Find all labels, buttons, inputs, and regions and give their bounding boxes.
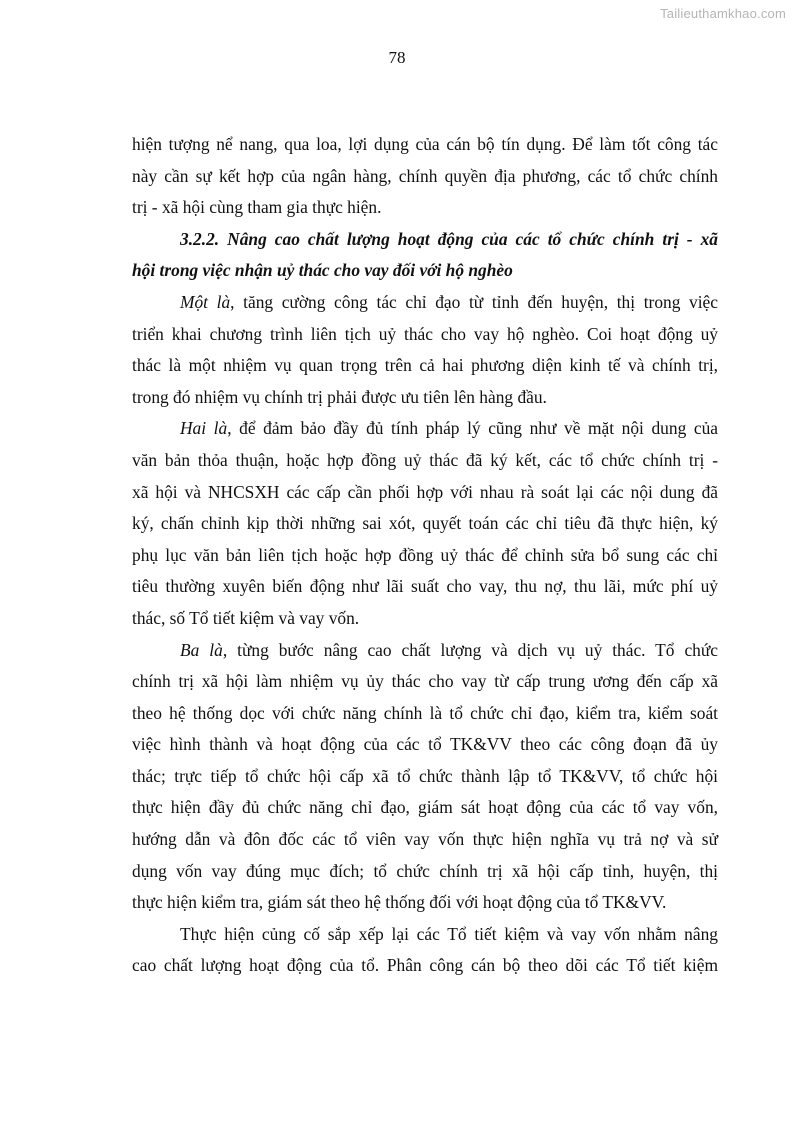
page-number: 78 bbox=[388, 48, 406, 67]
text-line: ký, chấn chỉnh kịp thời những sai xót, quyết toán các chỉ tiêu đã thực hiện, ký bbox=[132, 513, 718, 534]
document-body bbox=[132, 129, 718, 982]
text-line: Thực hiện củng cố sắp xếp lại các Tổ tiết kiệm và vay vốn nhằm nâng bbox=[180, 923, 718, 944]
text-line: thác là một nhiệm vụ quan trọng trên cả hai phương diện kinh tế và chính trị, bbox=[132, 355, 718, 376]
heading-line: hội trong việc nhận uỷ thác cho vay đối với hộ nghèo bbox=[132, 260, 513, 281]
text-line: dụng vốn vay đúng mục đích; tổ chức chính trị xã hội cấp tỉnh, huyện, thị bbox=[132, 860, 718, 881]
paragraph-lead: Ba là bbox=[180, 639, 223, 660]
paragraph-1 bbox=[132, 129, 718, 224]
text-line bbox=[132, 287, 718, 319]
text-line: cao chất lượng hoạt động của tổ. Phân công cán bộ theo dõi các Tổ tiết kiệm bbox=[132, 955, 718, 976]
text-line: trong đó nhiệm vụ chính trị phải được ưu tiên lên hàng đầu. bbox=[132, 386, 547, 407]
text-line bbox=[132, 635, 718, 667]
text-line: phụ lục văn bản liên tịch hoặc hợp đồng uỷ thác để chỉnh sửa bổ sung các chỉ bbox=[132, 544, 718, 565]
text-line: văn bản thỏa thuận, hoặc hợp đồng uỷ thác đã ký kết, các tổ chức chính trị - bbox=[132, 449, 718, 470]
text-line: thực hiện kiểm tra, giám sát theo hệ thống đối với hoạt động của tổ TK&VV. bbox=[132, 892, 667, 913]
text-line: việc hình thành và hoạt động của các tổ TK&VV theo các công đoạn đã ủy bbox=[132, 734, 718, 755]
text-line: thác; trực tiếp tổ chức hội cấp xã tổ chức thành lập tổ TK&VV, tổ chức hội bbox=[132, 765, 718, 786]
paragraph-lead: Một là bbox=[180, 291, 231, 312]
paragraph-lead: Hai là bbox=[180, 418, 228, 439]
heading-line: 3.2.2. Nâng cao chất lượng hoạt động của các tổ chức chính trị - xã bbox=[180, 228, 718, 249]
text-span: , tăng cường công tác chỉ đạo từ tỉnh đến huyện, thị trong việc bbox=[230, 291, 718, 312]
section-heading bbox=[132, 224, 718, 287]
text-line: triển khai chương trình liên tịch uỷ thác cho vay hộ nghèo. Coi hoạt động uỷ bbox=[132, 323, 718, 344]
text-span: , từng bước nâng cao chất lượng và dịch vụ uỷ thác. Tổ chức bbox=[222, 639, 718, 660]
text-line: hướng dẫn và đôn đốc các tổ viên vay vốn thực hiện nghĩa vụ trả nợ và sử bbox=[132, 829, 718, 850]
text-line: theo hệ thống dọc với chức năng chính là tổ chức chỉ đạo, kiểm tra, kiểm soát bbox=[132, 702, 718, 723]
paragraph-2 bbox=[132, 287, 718, 413]
text-span: , để đảm bảo đầy đủ tính pháp lý cũng như về mặt nội dung của bbox=[227, 418, 718, 439]
paragraph-3 bbox=[132, 413, 718, 634]
text-line: hiện tượng nể nang, qua loa, lợi dụng của cán bộ tín dụng. Để làm tốt công tác bbox=[132, 134, 718, 154]
watermark-text: Tailieuthamkhao.com bbox=[660, 6, 786, 21]
text-line: thực hiện đầy đủ chức năng chỉ đạo, giám sát hoạt động của các tổ vay vốn, bbox=[132, 797, 718, 818]
text-line: trị - xã hội cùng tham gia thực hiện. bbox=[132, 197, 382, 218]
text-line: chính trị xã hội làm nhiệm vụ ủy thác cho vay từ cấp trung ương đến cấp xã bbox=[132, 671, 718, 692]
paragraph-5 bbox=[132, 919, 718, 982]
text-line: này cần sự kết hợp của ngân hàng, chính quyền địa phương, các tổ chức chính bbox=[132, 165, 718, 186]
text-line: tiêu thường xuyên biến động như lãi suất cho vay, thu nợ, thu lãi, mức phí uỷ bbox=[132, 576, 718, 597]
paragraph-4 bbox=[132, 635, 718, 919]
text-line: xã hội và NHCSXH các cấp cần phối hợp với nhau rà soát lại các nội dung đã bbox=[132, 481, 718, 502]
text-line bbox=[132, 413, 718, 445]
text-line: thác, số Tổ tiết kiệm và vay vốn. bbox=[132, 607, 360, 628]
